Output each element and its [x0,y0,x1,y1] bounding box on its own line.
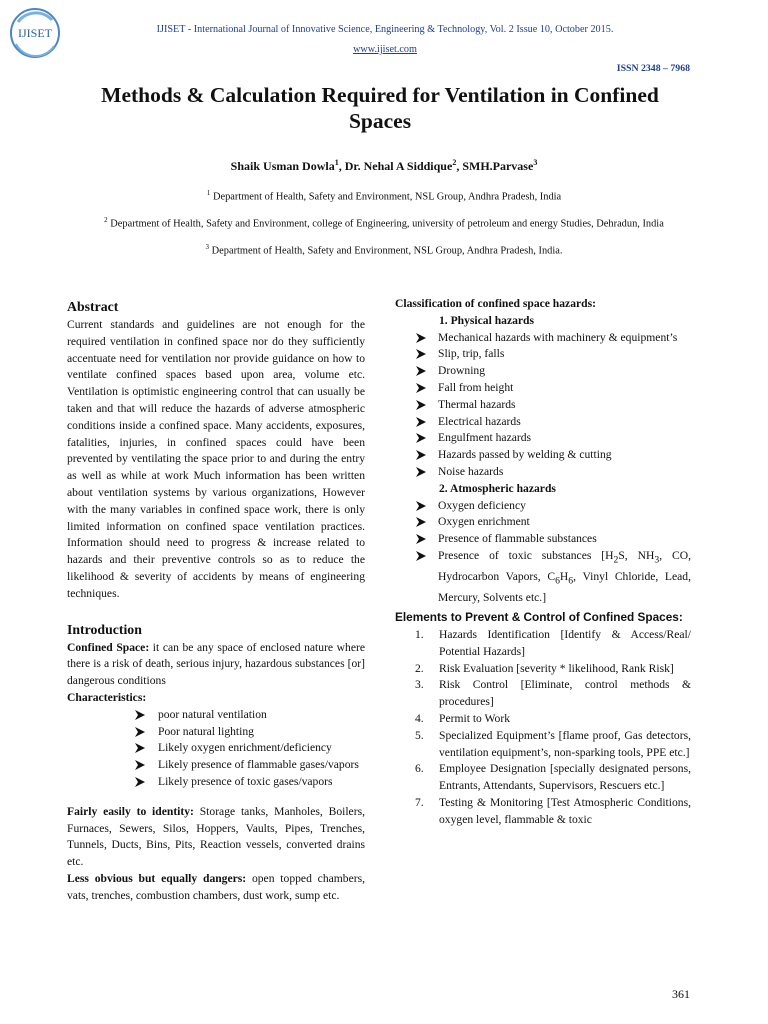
list-item [416,430,691,447]
list-item [415,761,691,795]
website-link[interactable]: www.ijiset.com [353,44,417,55]
list-item-text: Testing & Monitoring [Test Atmospheric Conditions, oxygen level, flammable & toxic [439,795,691,826]
logo-text: IJISET [18,26,52,40]
elements-heading: Elements to Prevent & Control of Confined Spaces: [395,609,683,624]
list-item-text: Presence of flammable substances [438,532,597,546]
journal-line: IJISET - International Journal of Innovative Science, Engineering & Technology, Vol. 2 Issue 10, October 2015. [156,24,614,35]
list-item [415,728,691,762]
list-item-text: Permit to Work [439,711,510,725]
list-item [416,447,691,464]
author-list [60,158,708,174]
affiliation-text: Department of Health, Safety and Environment, NSL Group, Andhra Pradesh, India [212,191,562,203]
abstract-text: Current standards and guidelines are not enough for the required ventilation in confined space nor do they sufficiently accentuate need for ventilation nor provide guidance on how to ventilate confined spaces based upon area, volume etc. Ventilation is optimistic engineering control that can usually be taken and that will reduce the hazards of adverse atmospheric conditions inside a confined space. Many accidents, exposures, fatalities, injuries, in confined spaces could have been prevented by ventilating the space prior to and during the entry as well as while at work Much information has been written about ventilation systems by various organizations, However with the many variables in confined space work, there is only limited information on confined space ventilation practices. Information should need to progress & increase related to hazards and their preventive controls so as to reduce the likelihood & severity of accidents by means of engineering techniques. [67,318,365,600]
chevron-right-icon [416,498,430,514]
list-item [416,464,691,481]
journal-website[interactable] [60,44,710,55]
list-item-text: Poor natural lighting [158,724,254,738]
abstract-heading: Abstract [67,299,119,314]
journal-logo [8,6,62,60]
list-item [416,514,691,531]
list-item [415,627,691,661]
chevron-right-icon [135,707,149,723]
chevron-right-icon [416,430,430,446]
confined-space-definition [67,640,365,690]
author-sup: 2 [452,158,457,167]
affiliation-sup: 1 [206,189,211,197]
list-item-text: Hazards passed by welding & cutting [438,448,612,462]
paper-title: Methods & Calculation Required for Ventilation in Confined Spaces [101,83,659,133]
list-item-text: Specialized Equipment’s [flame proof, Gas detectors, ventilation equipment’s, non-sparking tools, PPE etc.] [439,728,691,759]
chevron-right-icon [135,740,149,756]
list-item [416,414,691,431]
toxic-text: , CO, Hydrocarbon Vapors, C [438,548,692,584]
chevron-right-icon [416,414,430,430]
chevron-right-icon [416,531,430,547]
list-item-text: Fall from height [438,380,514,394]
less-obvious-text: open topped chambers, vats, trenches, combustion chambers, dust work, sump etc. [67,871,365,902]
list-item-text: poor natural ventilation [158,707,267,721]
classification-heading: Classification of confined space hazards: [395,297,596,310]
confined-space-label: Confined Space: [67,640,150,654]
list-item-text: Slip, trip, falls [438,347,505,361]
chevron-right-icon [135,724,149,740]
toxic-text: , Vinyl Chloride, Lead, Mercury, Solvents etc.] [438,570,692,605]
list-item-text: Engulfment hazards [438,431,532,445]
affiliation-text: Department of Health, Safety and Environment, college of Engineering, university of petroleum and energy Studies, Dehradun, India [110,218,664,230]
chevron-right-icon [416,514,430,530]
fairly-easy-text: Storage tanks, Manholes, Boilers, Furnaces, Sewers, Silos, Hoppers, Vaults, Pipes, Trenches, Tunnels, Ducts, Bins, Pits, Reaction vessels, converted drains etc. [67,804,365,869]
characteristics-label-text: Characteristics: [67,690,147,704]
list-number: 7. [415,795,424,809]
list-item [416,548,691,607]
list-item-text: Thermal hazards [438,397,516,411]
chevron-right-icon [416,330,430,346]
affiliation-3 [60,243,708,256]
list-item [415,661,691,678]
list-number: 4. [415,711,424,725]
list-item-text: Likely presence of flammable gases/vapors [158,758,359,772]
affiliation-text: Department of Health, Safety and Environment, NSL Group, Andhra Pradesh, India. [211,245,563,257]
chevron-right-icon [416,397,430,413]
confined-space-text: it can be any space of enclosed nature where there is a risk of death, serious injury, hazardous substances [or] dangerous conditions [67,640,365,688]
list-item-text: Likely oxygen enrichment/deficiency [158,741,332,755]
subscript: 2 [613,554,619,566]
toxic-text: H [559,570,569,584]
list-item-text: Risk Control [Eliminate, control methods & procedures] [439,678,691,709]
physical-hazards-list [416,330,691,481]
less-obvious-paragraph [67,871,365,905]
list-item [416,397,691,414]
author-sep: , [456,159,463,173]
list-number: 2. [415,661,424,675]
affiliation-sup: 3 [205,243,210,251]
list-item-text: Electrical hazards [438,414,521,428]
introduction-heading: Introduction [67,621,142,637]
author-name: Dr. Nehal A Siddique [344,159,453,173]
list-item [415,711,691,728]
chevron-right-icon [135,757,149,773]
subscript: 6 [555,575,560,587]
right-column [395,296,691,829]
toxic-list [416,548,691,607]
atmospheric-hazards-list [416,498,691,548]
fairly-easy-paragraph [67,804,365,871]
chevron-right-icon [416,363,430,379]
page-number: 361 [672,987,690,1001]
physical-hazards-heading: 1. Physical hazards [439,313,535,327]
list-number: 1. [415,627,424,641]
list-item [416,380,691,397]
fairly-easy-label: Fairly easily to identity: [67,804,194,818]
list-item [135,757,365,774]
list-item [416,531,691,548]
list-item-text: Risk Evaluation [severity * likelihood, Rank Risk] [439,661,674,675]
author-sup: 1 [334,158,339,167]
list-item-text: Oxygen enrichment [438,515,530,529]
less-obvious-label: Less obvious but equally dangers: [67,871,247,885]
list-item [416,346,691,363]
characteristics-list [135,707,365,791]
list-item [416,363,691,380]
issn: ISSN 2348 – 7968 [616,63,690,74]
atmospheric-hazards-heading: 2. Atmospheric hazards [439,481,556,495]
chevron-right-icon [416,464,430,480]
author-sep: , [338,159,345,173]
list-item-text: Hazards Identification [Identify & Access/Real/ Potential Hazards] [439,627,691,658]
list-item-text: Oxygen deficiency [438,498,526,512]
list-item-text: Mechanical hazards with machinery & equipment’s [438,330,678,344]
toxic-text: Presence of toxic substances [H [438,548,614,562]
left-column [67,297,365,905]
list-item [135,740,365,757]
affiliation-1 [60,189,708,202]
author-name: SMH.Parvase [462,159,534,173]
affiliation-sup: 2 [104,216,108,224]
chevron-right-icon [416,447,430,463]
chevron-right-icon [416,380,430,396]
chevron-right-icon [416,346,430,362]
subscript: 3 [654,554,660,566]
list-number: 3. [415,678,424,692]
toxic-text: S, NH [618,548,655,562]
list-item [416,330,691,347]
list-item [135,707,365,724]
list-item [416,498,691,515]
chevron-right-icon [416,548,430,564]
list-item-text: Employee Designation [specially designated persons, Entrants, Attendants, Supervisors, Rescuers etc.] [439,762,691,793]
list-item [135,724,365,741]
list-item [415,677,691,711]
author-sup: 3 [533,158,538,167]
characteristics-label [67,690,365,707]
list-item-text: Likely presence of toxic gases/vapors [158,774,333,788]
affiliation-2 [60,216,708,229]
list-item-text: Noise hazards [438,464,504,478]
list-number: 5. [415,728,424,742]
list-number: 6. [415,762,424,776]
chevron-right-icon [135,774,149,790]
author-name: Shaik Usman Dowla [230,159,335,173]
list-item [415,795,691,829]
list-item [135,774,365,791]
list-item-text: Drowning [438,364,486,378]
elements-list [415,627,691,829]
subscript: 6 [568,575,574,587]
